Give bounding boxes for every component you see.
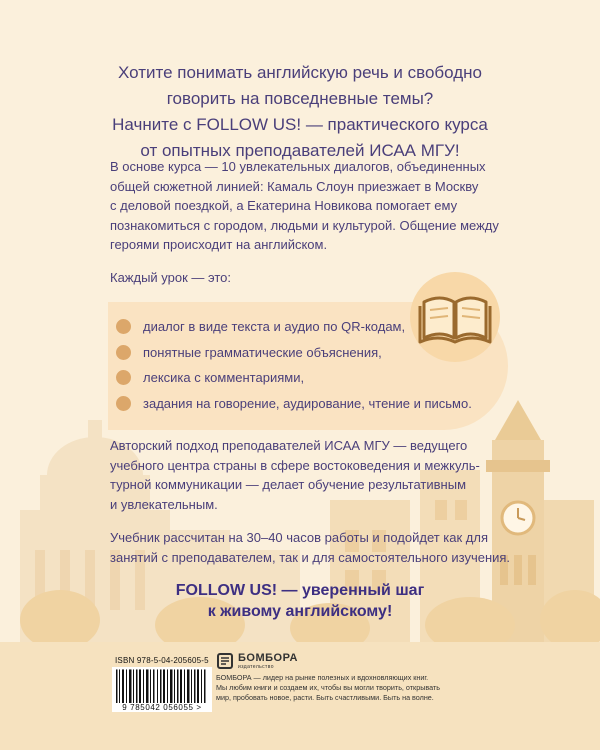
list-item: диалог в виде текста и аудио по QR-кодам,	[116, 314, 506, 340]
slogan: FOLLOW US! — уверенный шаг к живому английскому!	[175, 582, 425, 620]
isbn-label: ISBN 978-5-04-205605-5	[115, 656, 209, 665]
bullet-dot	[116, 319, 131, 334]
list-item: понятные грамматические объяснения,	[116, 340, 506, 366]
publisher-logo	[216, 652, 306, 672]
intro-text: Хотите понимать английскую речь и свободно говорить на повседневные темы? Начните с FOLLOW US! — практического курса от опытных преподавателей ИСАА МГУ!	[112, 63, 488, 160]
list-item: лексика с комментариями,	[116, 365, 506, 391]
bombora-logo-icon	[216, 652, 234, 670]
lesson-features-list	[116, 314, 506, 416]
bullet-dot	[116, 396, 131, 411]
lesson-intro: Каждый урок — это:	[110, 270, 232, 285]
publisher-name: БОМБОРА	[238, 652, 298, 664]
bullet-dot	[116, 345, 131, 360]
course-description: В основе курса — 10 увлекательных диалогов, объединенных общей сюжетной линией: Камаль Слоун приезжает в Москву с деловой поездкой, а Екатерина Новикова помогает ему познакомиться с городом, людьми и культурой. Общение между героями происходит на английском.	[110, 159, 499, 252]
barcode-number: 9 785042 056055 >	[112, 703, 212, 712]
bullet-dot	[116, 370, 131, 385]
study-hours: Учебник рассчитан на 30–40 часов работы и подойдет как для занятий с преподавателем, так и для самостоятельного изучения.	[110, 530, 511, 565]
author-approach: Авторский подход преподавателей ИСАА МГУ — ведущего учебного центра страны в сфере востоковедения и межкуль- турной коммуникации — делает обучение результативным и увлекательным.	[110, 438, 480, 512]
publisher-subtitle: издательство	[238, 664, 274, 670]
publisher-note: БОМБОРА — лидер на рынке полезных и вдохновляющих книг. Мы любим книги и создаем их, чтобы вы могли творить, открывать мир, пробовать новое, расти. Быть счастливыми. Быть на волне.	[216, 673, 440, 702]
list-item: задания на говорение, аудирование, чтение и письмо.	[116, 391, 506, 417]
